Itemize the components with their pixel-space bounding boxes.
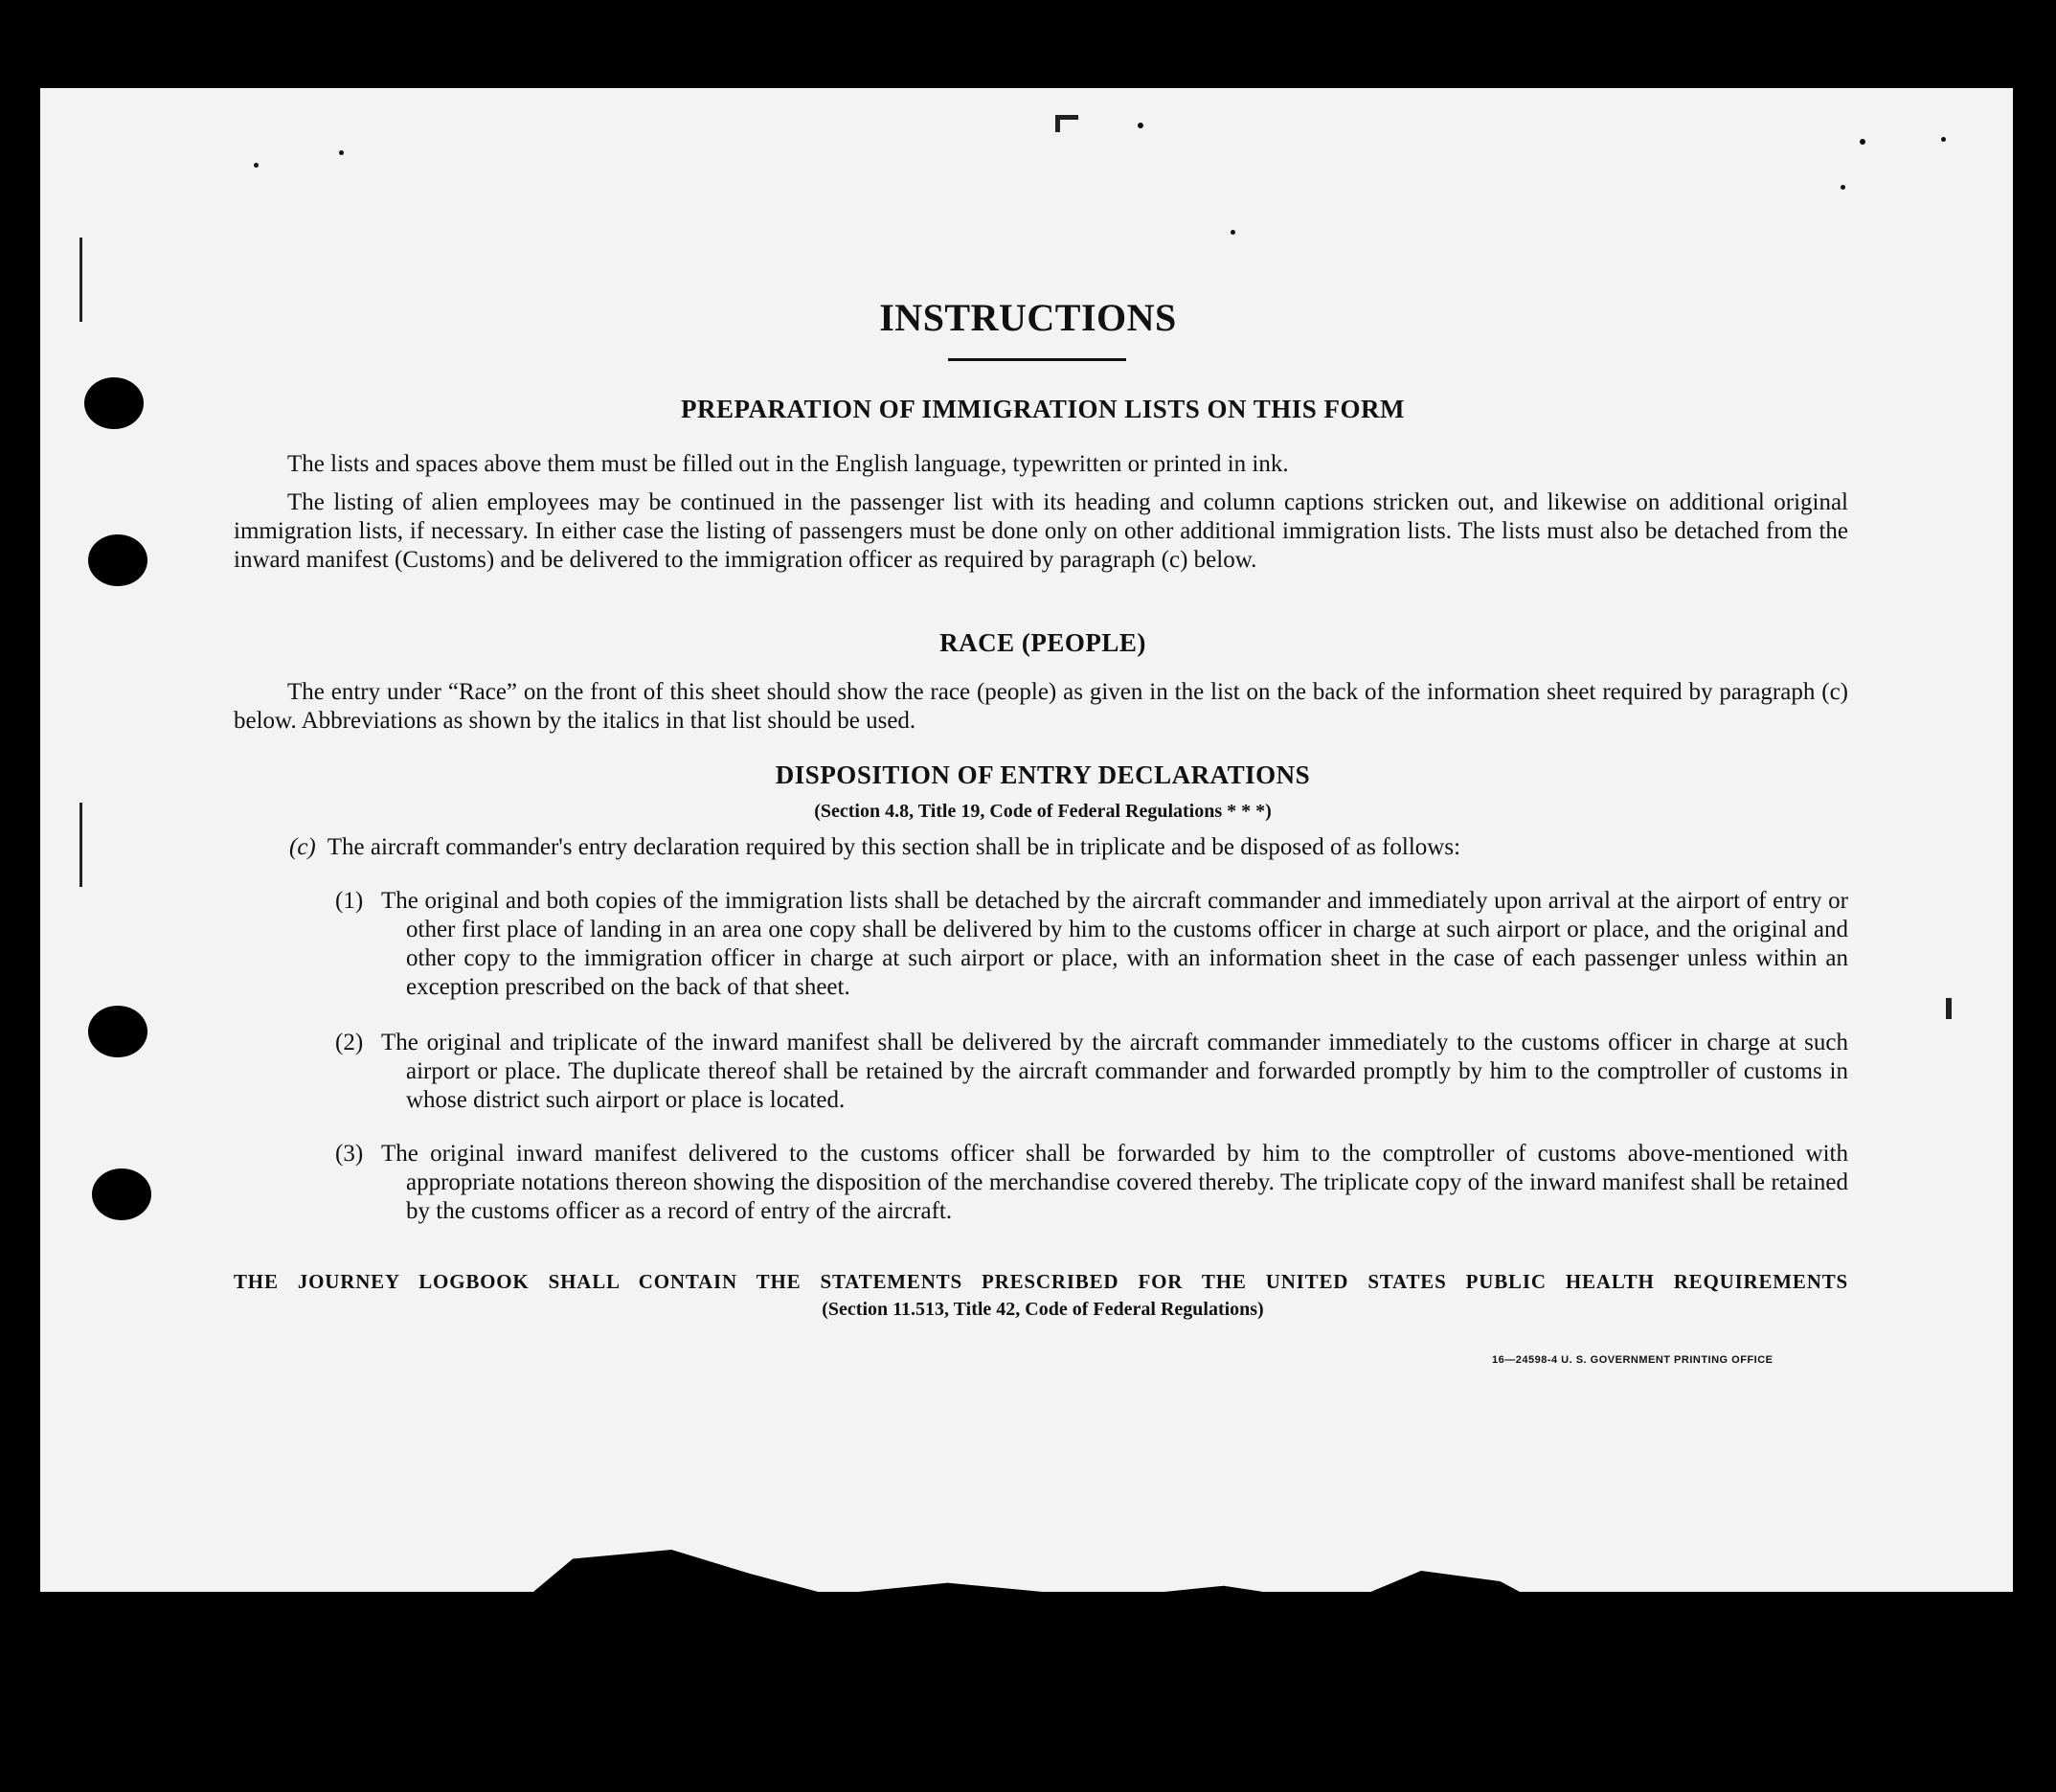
disposition-item-3	[335, 1140, 1848, 1226]
scan-speck	[1231, 230, 1235, 235]
disposition-intro	[289, 833, 1860, 862]
race-heading: RACE (PEOPLE)	[939, 628, 1146, 657]
preparation-paragraph-2: The listing of alien employees may be continued in the passenger list with its heading and column captions stricken out, and likewise on additional original immigration lists, if necessary. In either case the listing of passengers must be done only on other additional immigration lists. The lists must also be detached from the inward manifest (Customs) and be delivered to the immigration officer as required by paragraph (c) below.	[234, 489, 1848, 573]
page-title: INSTRUCTIONS	[879, 296, 1177, 339]
scan-speck	[1841, 185, 1845, 190]
footer-citation: (Section 11.513, Title 42, Code of Federal Regulations)	[822, 1299, 1264, 1320]
preparation-paragraph-1: The lists and spaces above them must be filled out in the English language, typewritten or printed in ink.	[287, 451, 1289, 477]
race-paragraph: The entry under “Race” on the front of this sheet should show the race (people) as given in the list on the back of the information sheet required by paragraph (c) below. Abbreviations as shown by the italics in that list should be used.	[234, 679, 1848, 734]
item-text: The original and both copies of the immigration lists shall be detached by the aircraft commander and immediately upon arrival at the airport of entry or other first place of landing in an area one copy shall be delivered by him to the customs officer in charge at such airport or place, and the original and other copy to the immigration officer in charge at such airport or place, with an information sheet in the case of each passenger unless within an exception prescribed on the back of that sheet.	[381, 888, 1848, 1000]
intro-label: (c)	[289, 834, 316, 860]
footer-statement: THE JOURNEY LOGBOOK SHALL CONTAIN THE STATEMENTS PRESCRIBED FOR THE UNITED STATES PUBLIC HEALTH REQUIREMENTS	[234, 1270, 1848, 1293]
disposition-item-1	[335, 887, 1848, 1002]
scan-speck	[1860, 139, 1865, 145]
scan-mark	[1946, 998, 1952, 1019]
preparation-heading: PREPARATION OF IMMIGRATION LISTS ON THIS FORM	[680, 395, 1406, 423]
item-number: (2)	[335, 1030, 364, 1055]
punch-hole	[88, 534, 147, 586]
item-text: The original inward manifest delivered to the customs officer shall be forwarded by him to the comptroller of customs above-mentioned with appropriate notations thereon showing the disposition of the merchandise covered thereby. The triplicate copy of the inward manifest shall be retained by the customs officer as a record of entry of the aircraft.	[381, 1141, 1848, 1224]
scan-mark	[1055, 115, 1060, 132]
intro-text: The aircraft commander's entry declaration required by this section shall be in triplicate and be disposed of as follows:	[327, 834, 1461, 860]
disposition-citation: (Section 4.8, Title 19, Code of Federal Regulations * * *)	[814, 801, 1272, 822]
item-number: (1)	[335, 888, 364, 914]
item-number: (3)	[335, 1141, 364, 1167]
item-text: The original and triplicate of the inward manifest shall be delivered by the aircraft commander immediately to the customs officer in charge at such airport or place. The duplicate thereof shall be retained by the aircraft commander and forwarded promptly by him to the comptroller of customs in whose district such airport or place is located.	[381, 1030, 1848, 1113]
punch-hole	[92, 1168, 151, 1220]
scan-speck	[1941, 137, 1946, 142]
scan-speck	[1138, 123, 1143, 128]
punch-hole	[88, 1006, 147, 1057]
title-underline	[948, 358, 1126, 361]
scan-speck	[254, 163, 259, 168]
disposition-item-2	[335, 1029, 1848, 1115]
printing-office-code: 16—24598-4 U. S. GOVERNMENT PRINTING OFFICE	[1492, 1354, 1774, 1366]
scan-speck	[339, 150, 344, 155]
disposition-heading: DISPOSITION OF ENTRY DECLARATIONS	[775, 760, 1311, 789]
